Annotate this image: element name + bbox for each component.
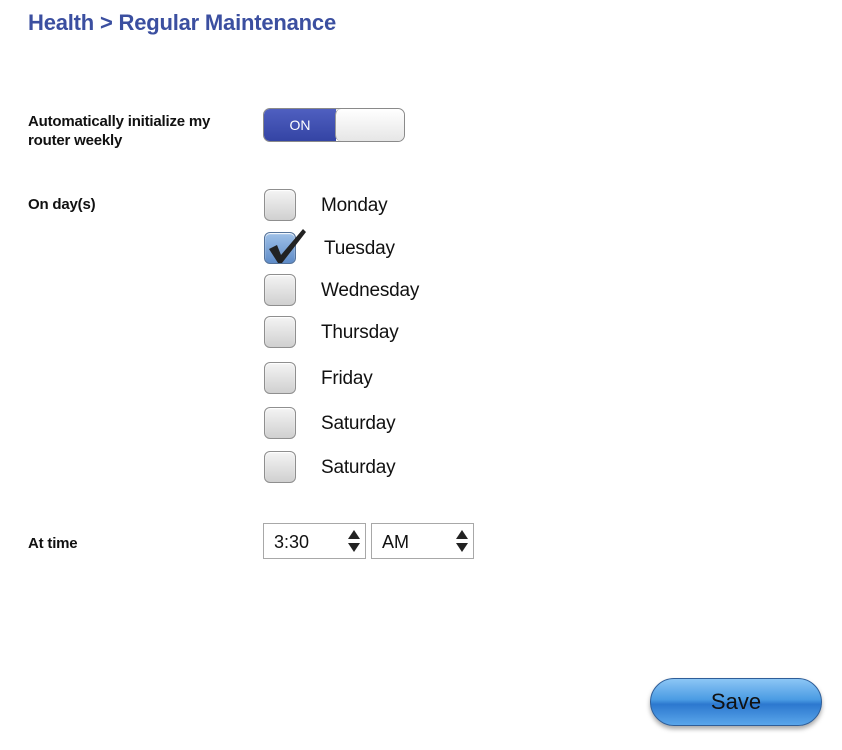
toggle-on-label: ON [264, 109, 336, 141]
checkbox-wednesday[interactable] [264, 274, 296, 306]
day-wednesday[interactable] [264, 274, 484, 308]
day-saturday-2[interactable] [264, 451, 484, 485]
day-label: Monday [321, 195, 388, 216]
checkbox-thursday[interactable] [264, 316, 296, 348]
day-label: Saturday [321, 413, 396, 434]
toggle-knob[interactable] [335, 109, 404, 141]
up-down-arrows-icon[interactable] [347, 529, 361, 553]
days-label: On day(s) [28, 196, 96, 213]
day-saturday[interactable] [264, 407, 484, 441]
day-label: Friday [321, 368, 373, 389]
period-value: AM [382, 532, 409, 552]
checkmark-icon [265, 225, 307, 265]
save-button[interactable]: Save [650, 678, 822, 726]
checkbox-saturday-2[interactable] [264, 451, 296, 483]
time-spinner[interactable] [263, 523, 366, 559]
day-label: Tuesday [324, 238, 395, 259]
day-tuesday[interactable] [264, 232, 484, 266]
auto-init-toggle[interactable] [263, 108, 405, 142]
day-monday[interactable] [264, 189, 484, 223]
day-friday[interactable] [264, 362, 484, 396]
day-label: Saturday [321, 457, 396, 478]
day-label: Wednesday [321, 280, 420, 301]
checkbox-saturday[interactable] [264, 407, 296, 439]
time-value: 3:30 [274, 532, 310, 552]
page-title: Health > Regular Maintenance [28, 10, 336, 35]
checkbox-monday[interactable] [264, 189, 296, 221]
checkbox-friday[interactable] [264, 362, 296, 394]
up-down-arrows-icon[interactable] [455, 529, 469, 553]
day-label: Thursday [321, 322, 399, 343]
time-label: At time [28, 535, 78, 552]
auto-init-label: Automatically initialize my router weekly [28, 113, 211, 149]
checkbox-tuesday[interactable] [264, 232, 296, 264]
period-spinner[interactable] [371, 523, 474, 559]
day-thursday[interactable] [264, 316, 484, 350]
